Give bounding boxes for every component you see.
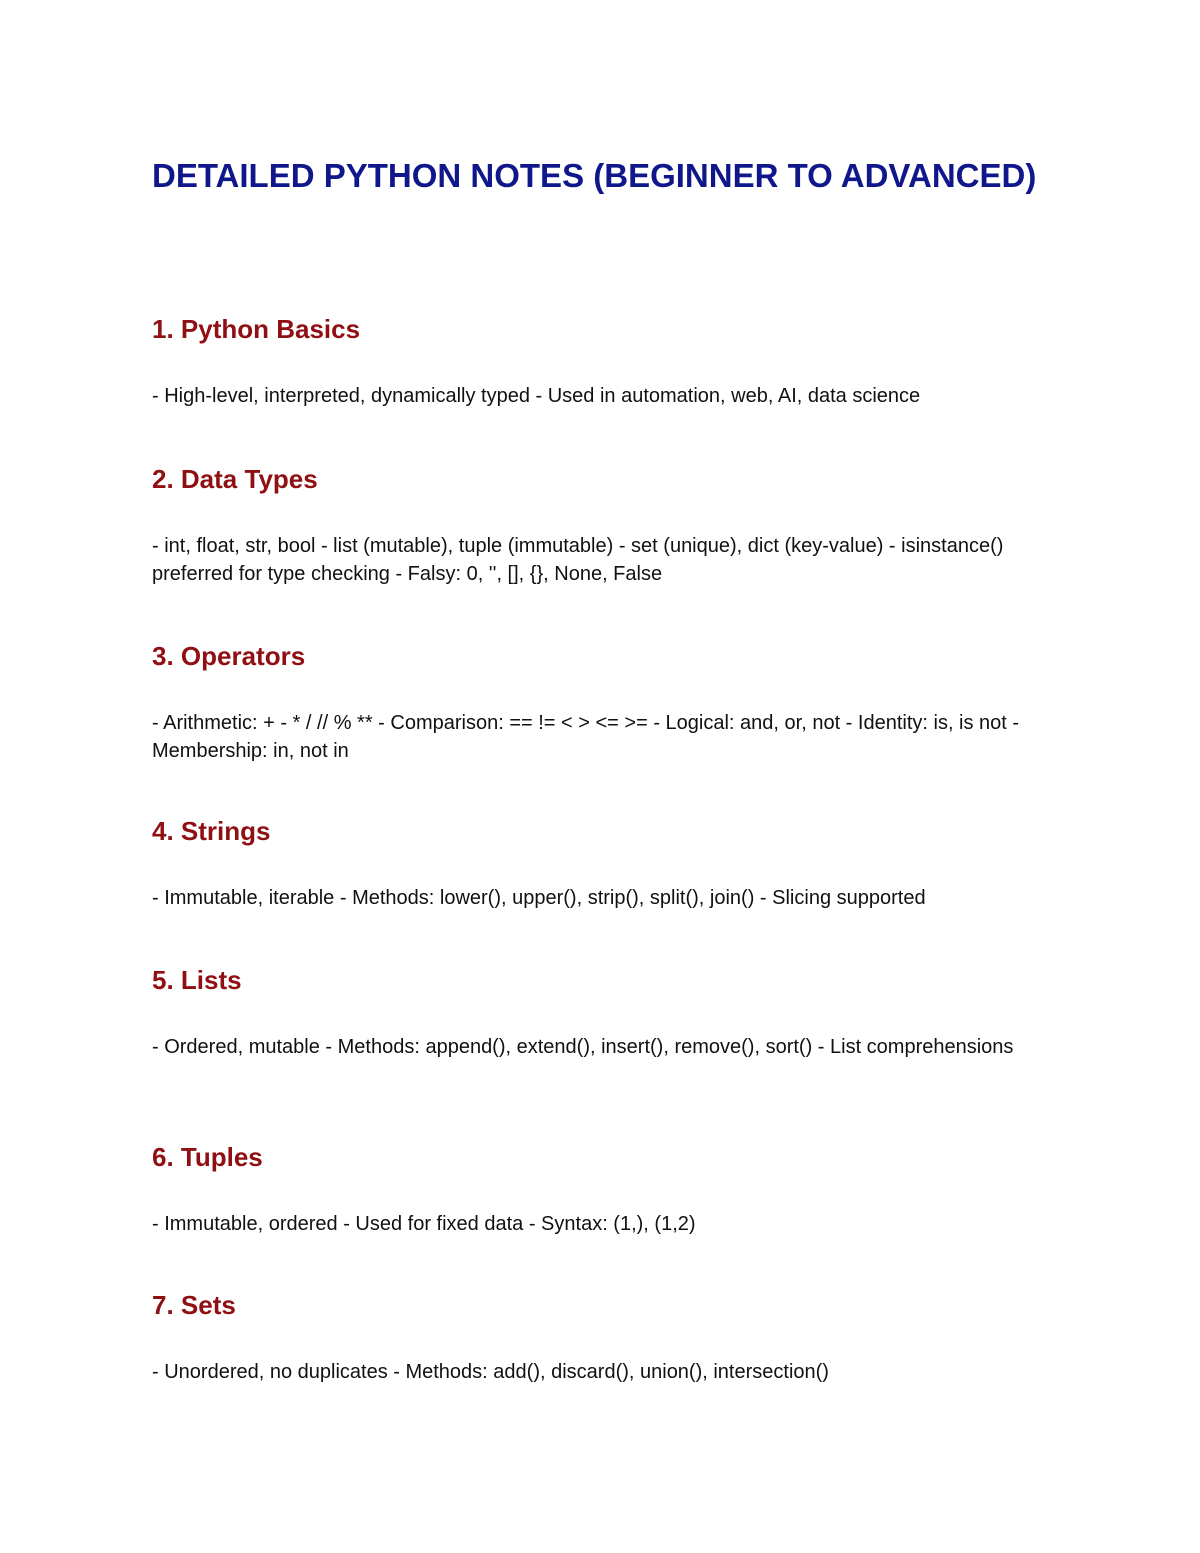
document-title: DETAILED PYTHON NOTES (BEGINNER TO ADVANCED) — [152, 157, 1037, 194]
section-body: - Immutable, ordered - Used for fixed data - Syntax: (1,), (1,2) — [152, 1213, 696, 1235]
section-body: - Ordered, mutable - Methods: append(), extend(), insert(), remove(), sort() - List comprehensions — [152, 1036, 1014, 1058]
section-lists — [152, 964, 1052, 1058]
section-heading: 6. Tuples — [152, 1142, 263, 1172]
section-heading: 3. Operators — [152, 641, 306, 671]
section-heading: 1. Python Basics — [152, 314, 361, 344]
section-heading: 4. Strings — [152, 816, 271, 846]
section-body: - High-level, interpreted, dynamically typed - Used in automation, web, AI, data science — [152, 385, 921, 407]
section-heading: 7. Sets — [152, 1290, 236, 1320]
section-body: - Unordered, no duplicates - Methods: add(), discard(), union(), intersection() — [152, 1361, 829, 1383]
section-python-basics — [152, 313, 1052, 407]
section-body: - int, float, str, bool - list (mutable), tuple (immutable) - set (unique), dict (key-value) - isinstance() preferred for type checking - Falsy: 0, '', [], {}, None, False — [152, 535, 1004, 585]
section-heading: 5. Lists — [152, 965, 242, 995]
section-operators — [152, 640, 1052, 762]
section-body: - Arithmetic: + - * / // % ** - Comparison: == != < > <= >= - Logical: and, or, not - Identity: is, is not - Membership: in, not in — [152, 712, 1020, 762]
section-heading: 2. Data Types — [152, 464, 318, 494]
section-sets — [152, 1289, 1052, 1383]
section-tuples — [152, 1141, 1052, 1235]
section-body: - Immutable, iterable - Methods: lower(), upper(), strip(), split(), join() - Slicing supported — [152, 887, 926, 909]
section-strings — [152, 815, 1052, 909]
section-data-types — [152, 463, 1052, 585]
